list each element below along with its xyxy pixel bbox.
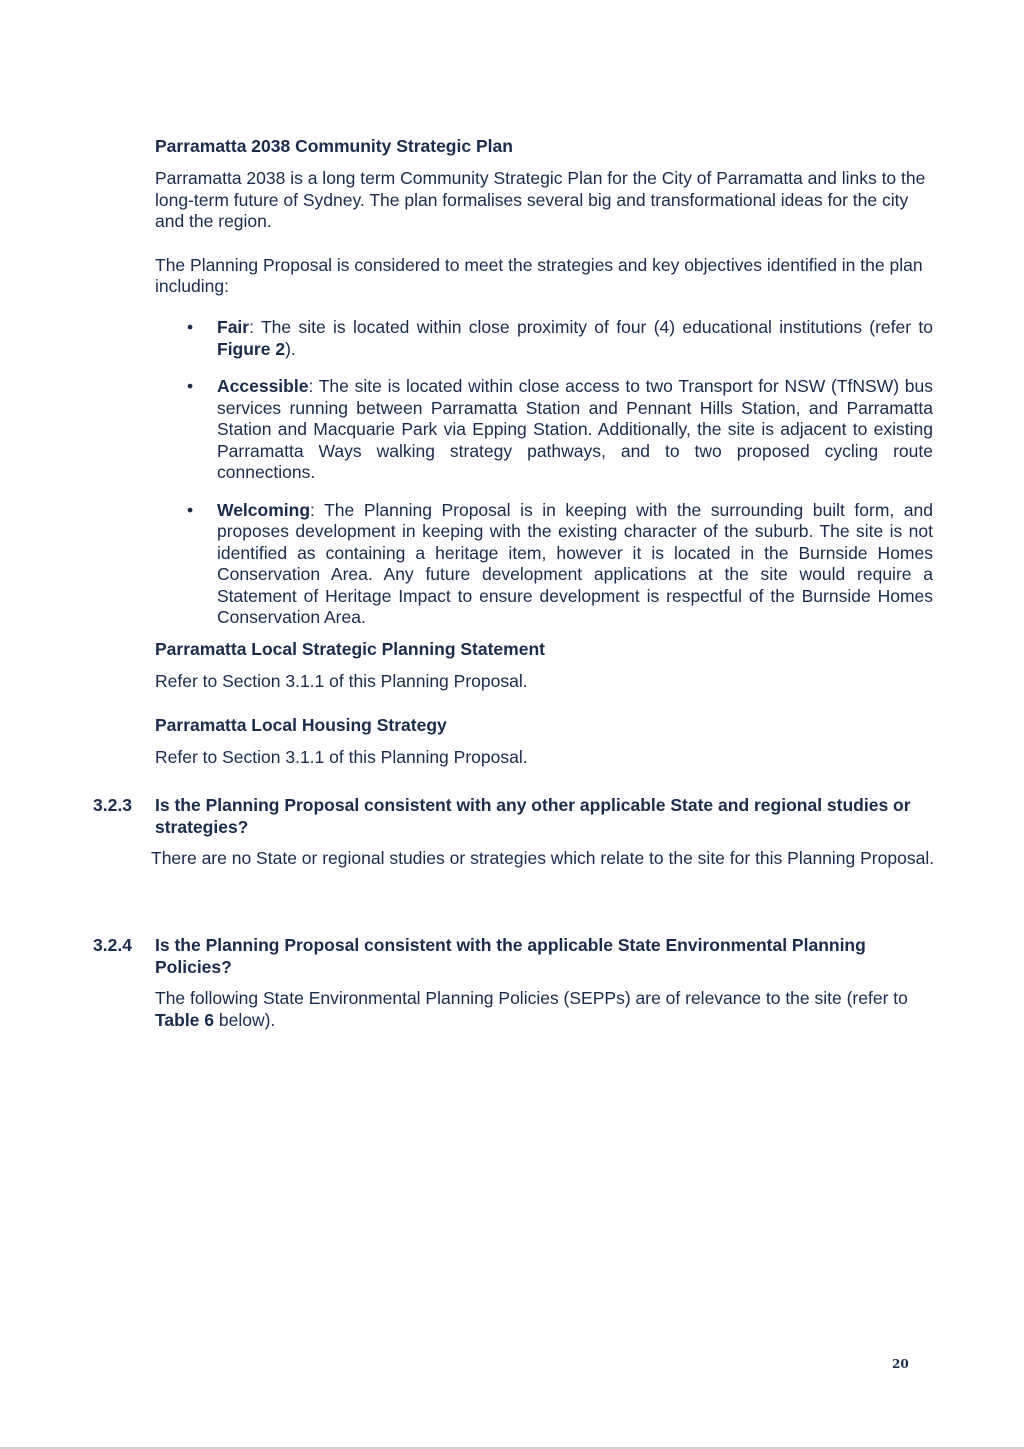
bullet-item-fair xyxy=(155,317,933,360)
bullet-body-welcoming: : The Planning Proposal is in keeping with the surrounding built form, and proposes development in keeping with the existing character of the suburb. The site is not identified as containing a heritage item, however it is located in the Burnside Homes Conservation Area. Any future development applications at the site would require a Statement of Heritage Impact to ensure development is respectful of the Burnside Homes Conservation Area. xyxy=(217,499,933,627)
page-number: 20 xyxy=(892,1357,909,1371)
bullet-dot: • xyxy=(187,376,194,396)
sepp-text-end: below). xyxy=(214,1009,276,1030)
lsps-heading: Parramatta Local Strategic Planning Statement xyxy=(155,639,545,659)
figure-ref: Figure 2 xyxy=(217,338,286,359)
lsps-paragraph: Refer to Section 3.1.1 of this Planning Proposal. xyxy=(155,671,528,691)
csp-bullet-list xyxy=(155,317,933,629)
csp-paragraph-2: The Planning Proposal is considered to meet the strategies and key objectives identified in the plan including: xyxy=(155,254,923,296)
bullet-body-accessible: : The site is located within close access to two Transport for NSW (TfNSW) bus services running between Parramatta Station and Pennant Hills Station, and Parramatta Station and Macquarie Park via Epping Station. Additionally, the site is adjacent to existing Parramatta Ways walking strategy pathways, and to two proposed cycling route connections. xyxy=(217,376,933,482)
bullet-dot: • xyxy=(187,499,194,520)
bullet-dot: • xyxy=(187,317,194,337)
bullet-term-fair: Fair xyxy=(217,317,250,337)
csp-heading: Parramatta 2038 Community Strategic Plan xyxy=(155,136,513,156)
bullet-body-fair-end: ). xyxy=(285,338,296,359)
section-number: 3.2.4 xyxy=(93,935,132,955)
bullet-item-accessible xyxy=(155,376,933,484)
sepp-text: The following State Environmental Planning Policies (SEPPs) are of relevance to the site (refer to xyxy=(155,988,908,1008)
section-3-2-4-body xyxy=(155,988,935,1031)
section-3-2-3-heading xyxy=(93,794,943,840)
bullet-item-welcoming xyxy=(155,500,933,629)
section-number: 3.2.3 xyxy=(93,795,132,815)
section-title: Is the Planning Proposal consistent with any other applicable State and regional studies or strategies? xyxy=(155,795,911,837)
bullet-text-accessible xyxy=(217,376,933,484)
section-title: Is the Planning Proposal consistent with the applicable State Environmental Planning Policies? xyxy=(155,935,866,977)
lhs-paragraph: Refer to Section 3.1.1 of this Planning Proposal. xyxy=(155,747,528,767)
bullet-term-accessible: Accessible xyxy=(217,376,309,396)
bullet-body-fair: : The site is located within close proximity of four (4) educational institutions (refer to xyxy=(249,317,933,337)
table-ref: Table 6 xyxy=(155,1009,215,1030)
lhs-section xyxy=(155,714,935,769)
csp-paragraph-1: Parramatta 2038 is a long term Community Strategic Plan for the City of Parramatta and links to the long-term future of Sydney. The plan formalises several big and transformational ideas for the city and the region. xyxy=(155,168,926,231)
csp-section xyxy=(155,135,935,298)
lhs-heading: Parramatta Local Housing Strategy xyxy=(155,715,447,735)
bullet-term-welcoming: Welcoming xyxy=(217,499,311,520)
section-3-2-4-heading xyxy=(93,934,943,980)
csp-bullet-list-container xyxy=(155,317,933,645)
section-3-2-3-paragraph: There are no State or regional studies or strategies which relate to the site for this Planning Proposal. xyxy=(151,848,935,868)
lsps-section xyxy=(155,638,935,693)
section-3-2-4-paragraph xyxy=(155,988,935,1031)
section-3-2-3-body xyxy=(151,848,935,870)
bullet-text-welcoming xyxy=(217,500,933,629)
bullet-text-fair xyxy=(217,317,933,360)
